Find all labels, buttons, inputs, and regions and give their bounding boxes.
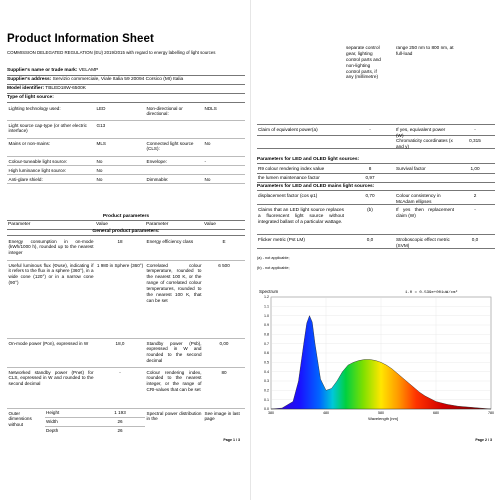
supplier-name-label: Supplier's name or trade mark: — [7, 68, 78, 73]
mains-value: (b) — [367, 207, 373, 212]
dims-value: 1 193 — [95, 409, 145, 418]
mains-label: If yes then replacement claim (W) — [396, 207, 454, 218]
type-value-cell — [203, 121, 245, 138]
supplier-address: Servizio commerciale, Viale Italia 59 20094 Corsico (MI) Italia — [52, 77, 184, 82]
params-table — [7, 237, 245, 439]
type-label-cell: Dimmable: — [146, 176, 169, 182]
led-label — [395, 174, 455, 182]
page-footer: Page 2 / 3 — [475, 437, 492, 442]
mains-value: 0,0 — [471, 237, 479, 242]
mains-label: displacement factor (cos φ1) — [258, 193, 318, 198]
led-label: Survival factor — [396, 166, 426, 171]
type-label: Type of light source: — [7, 95, 54, 100]
dims-key: Height — [46, 410, 60, 415]
type-label-cell: High luminance light source: — [8, 167, 67, 173]
page-2 — [250, 0, 500, 500]
param-value-cell: 18,0 — [115, 340, 125, 346]
col-value: Value — [96, 222, 108, 227]
chart-annotation: 1.0 = 0.539e+001uW/cm² — [405, 291, 458, 295]
param-value-cell: 6 500 — [218, 262, 230, 268]
dims-key: Width — [46, 419, 58, 424]
param-value-cell: 1 980 in Sphere (360°) — [96, 262, 144, 268]
col-parameter: Parameter — [146, 222, 169, 227]
supplier-name-row — [7, 68, 245, 76]
type-row — [7, 121, 245, 139]
param-label-cell: Correlated colour temperature, rounded to the nearest 100 K, or the range of correlated colour temperatures, rounded to the nearest 100 K, that can be set — [146, 262, 202, 303]
type-label-cell: Envelope: — [146, 158, 167, 164]
y-tick-label: 1.0 — [264, 313, 269, 318]
x-axis-ticks — [268, 411, 494, 415]
param-label-cell: Standby power (Psb), expressed in W and rounded to the second decimal — [146, 340, 202, 364]
type-label-cell: Connected light source (CLS): — [146, 140, 194, 152]
chroma-row — [257, 137, 495, 149]
param-label-cell: Useful luminous flux (Φuse), indicating if it refers to the flux in a sphere (360°), in a wide cone (120°) or in a narrow cone (90°) — [8, 262, 94, 286]
x-tick-label: 580 — [378, 411, 384, 415]
chroma-label: Chromaticity coordinates (x and y) — [396, 138, 453, 149]
x-axis-label: Wavelength [nm] — [368, 416, 398, 421]
x-tick-label: 480 — [323, 411, 329, 415]
dims-row — [7, 409, 245, 439]
y-tick-label: 0.5 — [264, 360, 269, 365]
continued-dims-value — [385, 44, 395, 124]
y-tick-label: 1.1 — [264, 304, 269, 309]
dims-continued-row — [257, 44, 495, 125]
type-label-cell: Lighting technology used: — [8, 105, 61, 111]
model-identifier: TBLED18W-6500K — [45, 86, 87, 91]
type-row — [7, 139, 245, 157]
led-value: 0,97 — [365, 175, 375, 180]
y-axis-ticks — [264, 295, 269, 411]
claim-label: Claim of equivalent power(a) — [258, 127, 318, 132]
model-label: Model identifier: — [7, 86, 45, 91]
dims-subrow — [45, 418, 95, 427]
param-value-cell: E — [222, 238, 226, 244]
param-label-cell: Energy consumption in on-mode (kWh/1000 h), rounded up to the nearest integer — [8, 238, 94, 256]
y-tick-label: 0.1 — [264, 397, 269, 402]
x-tick-label: 380 — [268, 411, 274, 415]
dims-subtable — [45, 409, 95, 439]
continued-label — [257, 44, 345, 124]
claim-row — [257, 126, 495, 136]
type-row — [7, 157, 245, 166]
model-row — [7, 86, 245, 94]
type-label-cell — [145, 121, 203, 138]
type-value-cell — [203, 166, 245, 174]
params-row — [7, 237, 245, 261]
supplier-name: VELAMP — [78, 68, 99, 73]
type-table — [7, 104, 245, 184]
param-label-cell: On-mode power (Pon), expressed in W — [8, 340, 89, 346]
mains-label: Colour consistency in McAdam ellipses — [396, 193, 441, 204]
mains-label: Stroboscopic effect metric (SVM) — [396, 237, 450, 248]
general-params-heading: General product parameters: — [7, 229, 245, 236]
type-value-cell: No — [96, 176, 103, 182]
params-row — [7, 339, 245, 368]
supplier-address-row — [7, 77, 245, 85]
x-tick-label: 780 — [488, 411, 494, 415]
chroma-value: 0,315 — [469, 138, 481, 143]
type-value-cell: No — [204, 140, 211, 146]
mains-value: 0,70 — [365, 193, 375, 198]
note-a: (a) - not applicable; — [257, 256, 290, 260]
type-label-cell: Non-directional or directional: — [146, 105, 183, 117]
type-value-cell: MLS — [96, 140, 106, 146]
equiv-power-label: If yes, equivalent power (W) — [396, 127, 446, 138]
type-label-cell: Colour-tuneable light source: — [8, 158, 68, 164]
page-title: Product Information Sheet — [7, 33, 154, 45]
mains-params-heading: Parameters for LED and OLED mains light sources: — [257, 184, 495, 191]
y-tick-label: 0.4 — [264, 369, 269, 374]
dims-values — [95, 409, 145, 439]
type-label-cell: Anti-glare shield: — [8, 176, 43, 182]
col-parameter: Parameter — [8, 222, 31, 227]
continued-spectral-value — [455, 44, 495, 124]
y-tick-label: 0.2 — [264, 388, 269, 393]
mains-value: 0,0 — [366, 237, 374, 242]
mains-row — [257, 206, 495, 235]
mains-label: Flicker metric (Pst LM) — [258, 237, 305, 242]
dims-value: 26 — [117, 428, 123, 433]
product-params-heading: Product parameters — [7, 214, 245, 221]
spectral-value-cell: See image in last page — [204, 410, 240, 422]
type-heading-row — [7, 95, 245, 103]
param-value-cell: 0,00 — [219, 340, 229, 346]
page-footer: Page 1 / 3 — [223, 437, 240, 442]
led-value: 1,00 — [470, 166, 480, 171]
spectral-label-cell: Spectral power distribution in the — [146, 410, 202, 422]
led-label: the lumen maintenance factor — [258, 175, 320, 180]
dims-key: Depth — [46, 428, 59, 433]
type-value-cell: No — [96, 167, 103, 173]
type-value-cell: No — [96, 158, 103, 164]
led-label: R9 colour rendering index value — [258, 166, 325, 171]
chart-title: Spectrum — [259, 289, 279, 294]
y-tick-label: 1.2 — [264, 295, 269, 300]
type-value-cell: G13 — [96, 122, 106, 128]
y-tick-label: 0.7 — [264, 341, 269, 346]
equiv-power-value: - — [474, 127, 476, 132]
type-label-cell: Light source cap-type (or other electric interface) — [8, 122, 87, 134]
mains-row — [257, 236, 495, 249]
type-value-cell: No — [204, 176, 211, 182]
mains-row — [257, 192, 495, 205]
chroma-spacer — [257, 137, 395, 148]
y-tick-label: 0.8 — [264, 332, 269, 337]
type-label-cell: Mains or non-mains: — [8, 140, 51, 146]
mains-value: - — [474, 207, 476, 212]
dims-subrow — [45, 427, 95, 436]
param-label-cell: Colour rendering index, rounded to the nearest integer, or the range of CRI-values that can be set — [146, 369, 202, 393]
param-value-cell: - — [119, 369, 121, 375]
param-label-cell: Energy efficiency class — [146, 238, 194, 244]
param-value-cell: 18 — [117, 238, 123, 244]
continued-spectral-text: range 250 nm to 800 nm, at full-load — [396, 45, 454, 56]
type-value-cell: NDLS — [204, 105, 217, 111]
note-b: (b) - not applicable; — [257, 266, 290, 270]
col-value: Value — [204, 222, 216, 227]
param-label-cell: Networked standby power (Pnet) for CLS, expressed in W and rounded to the second decimal — [8, 369, 94, 387]
supplier-address-label: Supplier's address: — [7, 77, 52, 82]
params-row — [7, 261, 245, 339]
type-label-cell — [145, 166, 203, 174]
y-tick-label: 0.0 — [264, 407, 269, 412]
params-row — [7, 368, 245, 409]
type-value-cell: - — [204, 158, 207, 164]
led-params-heading: Parameters for LED and OLED light sources: — [257, 157, 495, 164]
y-tick-label: 0.6 — [264, 351, 269, 356]
type-value-cell: LED — [96, 105, 106, 111]
mains-value: 2 — [473, 193, 477, 198]
dims-subrow — [45, 409, 95, 418]
type-row — [7, 166, 245, 175]
type-row — [7, 175, 245, 184]
x-tick-label: 680 — [433, 411, 439, 415]
led-value — [455, 174, 495, 182]
dims-value: 26 — [95, 418, 145, 427]
led-row — [257, 174, 495, 183]
led-row — [257, 165, 495, 174]
claim-value: - — [369, 127, 371, 132]
param-value-cell: 80 — [221, 369, 227, 375]
continued-dims-text: separate control gear, lighting control parts and non-lighting control parts, if any (millimetre) — [346, 45, 381, 80]
led-value: 8 — [368, 166, 372, 171]
spectrum-chart — [255, 287, 497, 422]
y-tick-label: 0.9 — [264, 323, 269, 328]
y-tick-label: 0.3 — [264, 379, 269, 384]
mains-label: Claims that an LED light source replaces a fluorescent light source without integrated ballast of a particular wattage. — [258, 207, 344, 224]
dims-label-cell: Outer dimensions without — [8, 410, 32, 428]
regulation-text: COMMISSION DELEGATED REGULATION (EU) 2019/2015 with regard to energy labelling of light sources — [7, 50, 216, 55]
type-row — [7, 104, 245, 121]
